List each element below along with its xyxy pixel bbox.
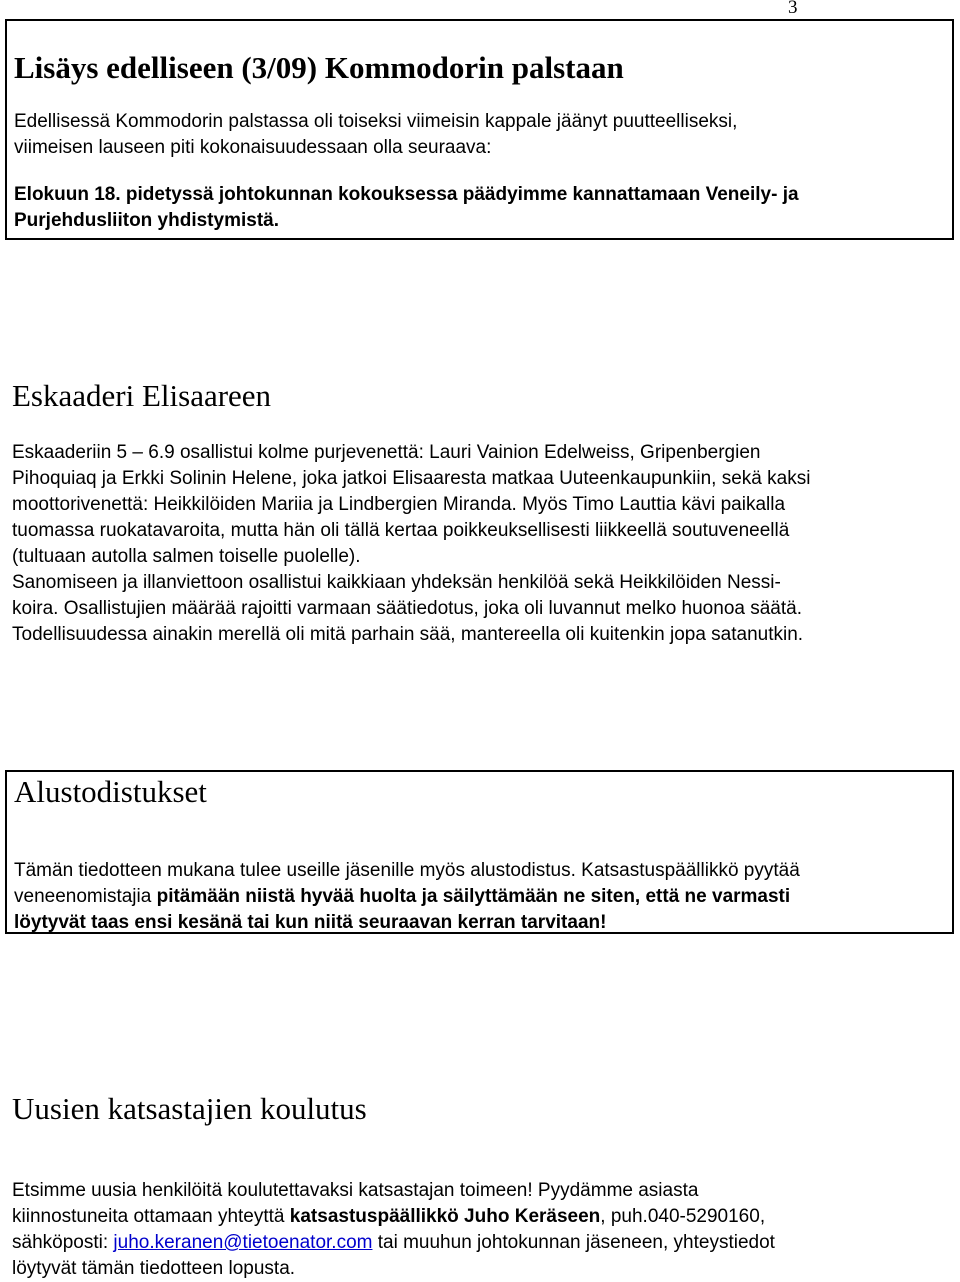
body-text: kiinnostuneita ottamaan yhteyttä [12,1206,290,1227]
body-line: löytyvät tämän tiedotteen lopusta. [12,1258,296,1279]
kommodori-intro-line: Edellisessä Kommodorin palstassa oli toiseksi viimeisin kappale jäänyt puutteelliseksi, [14,111,738,132]
body-line: Todellisuudessa ainakin merellä oli mitä parhain sää, mantereella oli kuitenkin jopa satanutkin. [12,624,804,645]
kommodori-addendum-box [5,19,954,240]
body-line: Etsimme uusia henkilöitä koulutettavaksi katsastajan toimeen! Pyydämme asiasta [12,1180,699,1201]
kommodori-intro-line: viimeisen lauseen piti kokonaisuudessaan olla seuraava: [14,137,492,158]
alustodistukset-box [5,770,954,934]
section-title-alustodistukset: Alustodistukset [14,774,207,809]
section-title-kommodori: Lisäys edelliseen (3/09) Kommodorin palstaan [14,50,624,85]
body-text: veneenomistajia [14,886,157,907]
kommodori-intro [14,109,949,161]
body-line: Eskaaderiin 5 – 6.9 osallistui kolme purjevenettä: Lauri Vainion Edelweiss, Gripenbergien [12,442,761,463]
email-link[interactable]: juho.keranen@tietoenator.com [113,1232,373,1253]
body-line: (tultuaan autolla salmen toiselle puolelle). [12,546,361,567]
body-emphasis: pitämään niistä hyvää huolta ja säilyttämään ne siten, että ne varmasti [156,886,791,907]
body-emphasis: löytyvät taas ensi kesänä tai kun niitä seuraavan kerran tarvitaan! [14,912,607,933]
phone-text: , puh.040-5290160, [600,1206,766,1227]
body-line [14,910,949,936]
section-title-eskaaderi: Eskaaderi Elisaareen [12,378,272,413]
body-line: moottorivenettä: Heikkilöiden Mariia ja Lindbergien Miranda. Myös Timo Lauttia kävi paikalla [12,494,786,515]
body-line: Pihoquiaq ja Erkki Solinin Helene, joka jatkoi Elisaaresta matkaa Uuteenkaupunkiin, sekä kaksi [12,468,811,489]
kommodori-statement-line: Elokuun 18. pidetyssä johtokunnan kokouksessa päädyimme kannattamaan Veneily- ja [14,184,799,205]
body-line: tuomassa ruokatavaroita, mutta hän oli tällä kertaa poikkeuksellisesti liikkeellä soutuveneellä [12,520,790,541]
katsastajat-body [12,1178,947,1282]
body-line [12,1230,947,1256]
alustodistukset-body [14,858,949,936]
body-line [14,884,949,910]
section-title-katsastajat: Uusien katsastajien koulutus [12,1091,367,1126]
body-line: Tämän tiedotteen mukana tulee useille jäsenille myös alustodistus. Katsastuspäällikkö pyytää [14,860,800,881]
body-line [12,1204,947,1230]
page-number: 3 [788,0,798,18]
kommodori-statement [14,182,949,234]
kommodori-statement-line: Purjehdusliiton yhdistymistä. [14,210,279,231]
body-line: koira. Osallistujien määrää rajoitti varmaan säätiedotus, joka oli luvannut melko huonoa säätä. [12,598,802,619]
body-line: Sanomiseen ja illanviettoon osallistui kaikkiaan yhdeksän henkilöä sekä Heikkilöiden Nessi- [12,572,781,593]
body-text: sähköposti: [12,1232,114,1253]
contact-person: katsastuspäällikkö Juho Keräseen [289,1206,601,1227]
eskaaderi-body [12,440,947,648]
body-text: tai muuhun johtokunnan jäseneen, yhteystiedot [372,1232,775,1253]
